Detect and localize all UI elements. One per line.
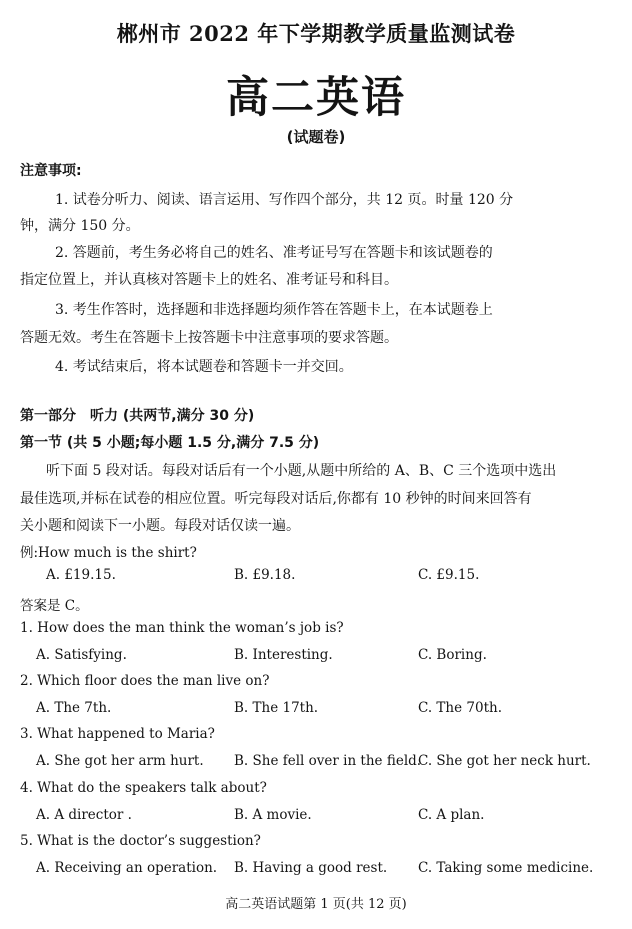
notes-line: 3. 考生作答时，选择题和非选择题均须作答在答题卡上，在本试题卷上 xyxy=(55,302,493,318)
exam-title: 郴州市 2022 年下学期教学质量监测试卷 xyxy=(116,21,516,46)
q1-option-c: C. Boring. xyxy=(418,647,487,663)
q3-option-a: A. She got her arm hurt. xyxy=(36,753,204,769)
subject-title: 高二英语 xyxy=(226,73,406,123)
example-answer: 答案是 C。 xyxy=(20,598,89,614)
instruction-line: 最佳选项,并标在试卷的相应位置。听完每段对话后,你都有 10 秒钟的时间来回答有 xyxy=(20,491,532,507)
paper-label: (试题卷) xyxy=(286,128,346,146)
notes-line: 4. 考试结束后，将本试题卷和答题卡一并交回。 xyxy=(55,359,353,375)
q3-option-b: B. She fell over in the field. xyxy=(234,753,422,769)
part1-heading: 第一部分 听力 (共两节,满分 30 分) xyxy=(20,408,255,424)
notes-line: 答题无效。考生在答题卡上按答题卡中注意事项的要求答题。 xyxy=(20,330,398,346)
q5-option-a: A. Receiving an operation. xyxy=(36,860,218,876)
page-footer: 高二英语试题第 1 页(共 12 页) xyxy=(225,897,407,912)
question-4: 4. What do the speakers talk about? xyxy=(20,780,267,796)
q3-option-c: C. She got her neck hurt. xyxy=(418,753,591,769)
q4-option-b: B. A movie. xyxy=(234,807,312,823)
notes-line: 2. 答题前，考生务必将自己的姓名、准考证号写在答题卡和该试题卷的 xyxy=(55,245,493,261)
example-option-b: B. £9.18. xyxy=(234,567,296,583)
q4-option-a: A. A director . xyxy=(36,807,132,823)
question-1: 1. How does the man think the woman’s job is? xyxy=(20,620,344,636)
notes-line: 1. 试卷分听力、阅读、语言运用、写作四个部分，共 12 页。时量 120 分 xyxy=(55,192,514,208)
example-option-c: C. £9.15. xyxy=(418,567,480,583)
q4-option-c: C. A plan. xyxy=(418,807,485,823)
section1-heading: 第一节 (共 5 小题;每小题 1.5 分,满分 7.5 分) xyxy=(20,435,320,451)
q5-option-b: B. Having a good rest. xyxy=(234,860,388,876)
q5-option-c: C. Taking some medicine. xyxy=(418,860,594,876)
question-3: 3. What happened to Maria? xyxy=(20,726,215,742)
example-option-a: A. £19.15. xyxy=(46,567,116,583)
q2-option-a: A. The 7th. xyxy=(36,700,112,716)
instruction-line: 听下面 5 段对话。每段对话后有一个小题,从题中所给的 A、B、C 三个选项中选出 xyxy=(46,463,557,479)
q1-option-b: B. Interesting. xyxy=(234,647,333,663)
notes-line: 指定位置上，并认真核对答题卡上的姓名、准考证号和科目。 xyxy=(20,272,398,288)
q2-option-c: C. The 70th. xyxy=(418,700,502,716)
example-question: 例:How much is the shirt? xyxy=(20,545,197,561)
question-2: 2. Which floor does the man live on? xyxy=(20,673,270,689)
q2-option-b: B. The 17th. xyxy=(234,700,319,716)
notes-line: 钟，满分 150 分。 xyxy=(20,218,140,234)
question-5: 5. What is the doctor’s suggestion? xyxy=(20,833,261,849)
notes-title: 注意事项: xyxy=(20,163,82,179)
q1-option-a: A. Satisfying. xyxy=(36,647,127,663)
instruction-line: 关小题和阅读下一小题。每段对话仅读一遍。 xyxy=(20,518,300,534)
